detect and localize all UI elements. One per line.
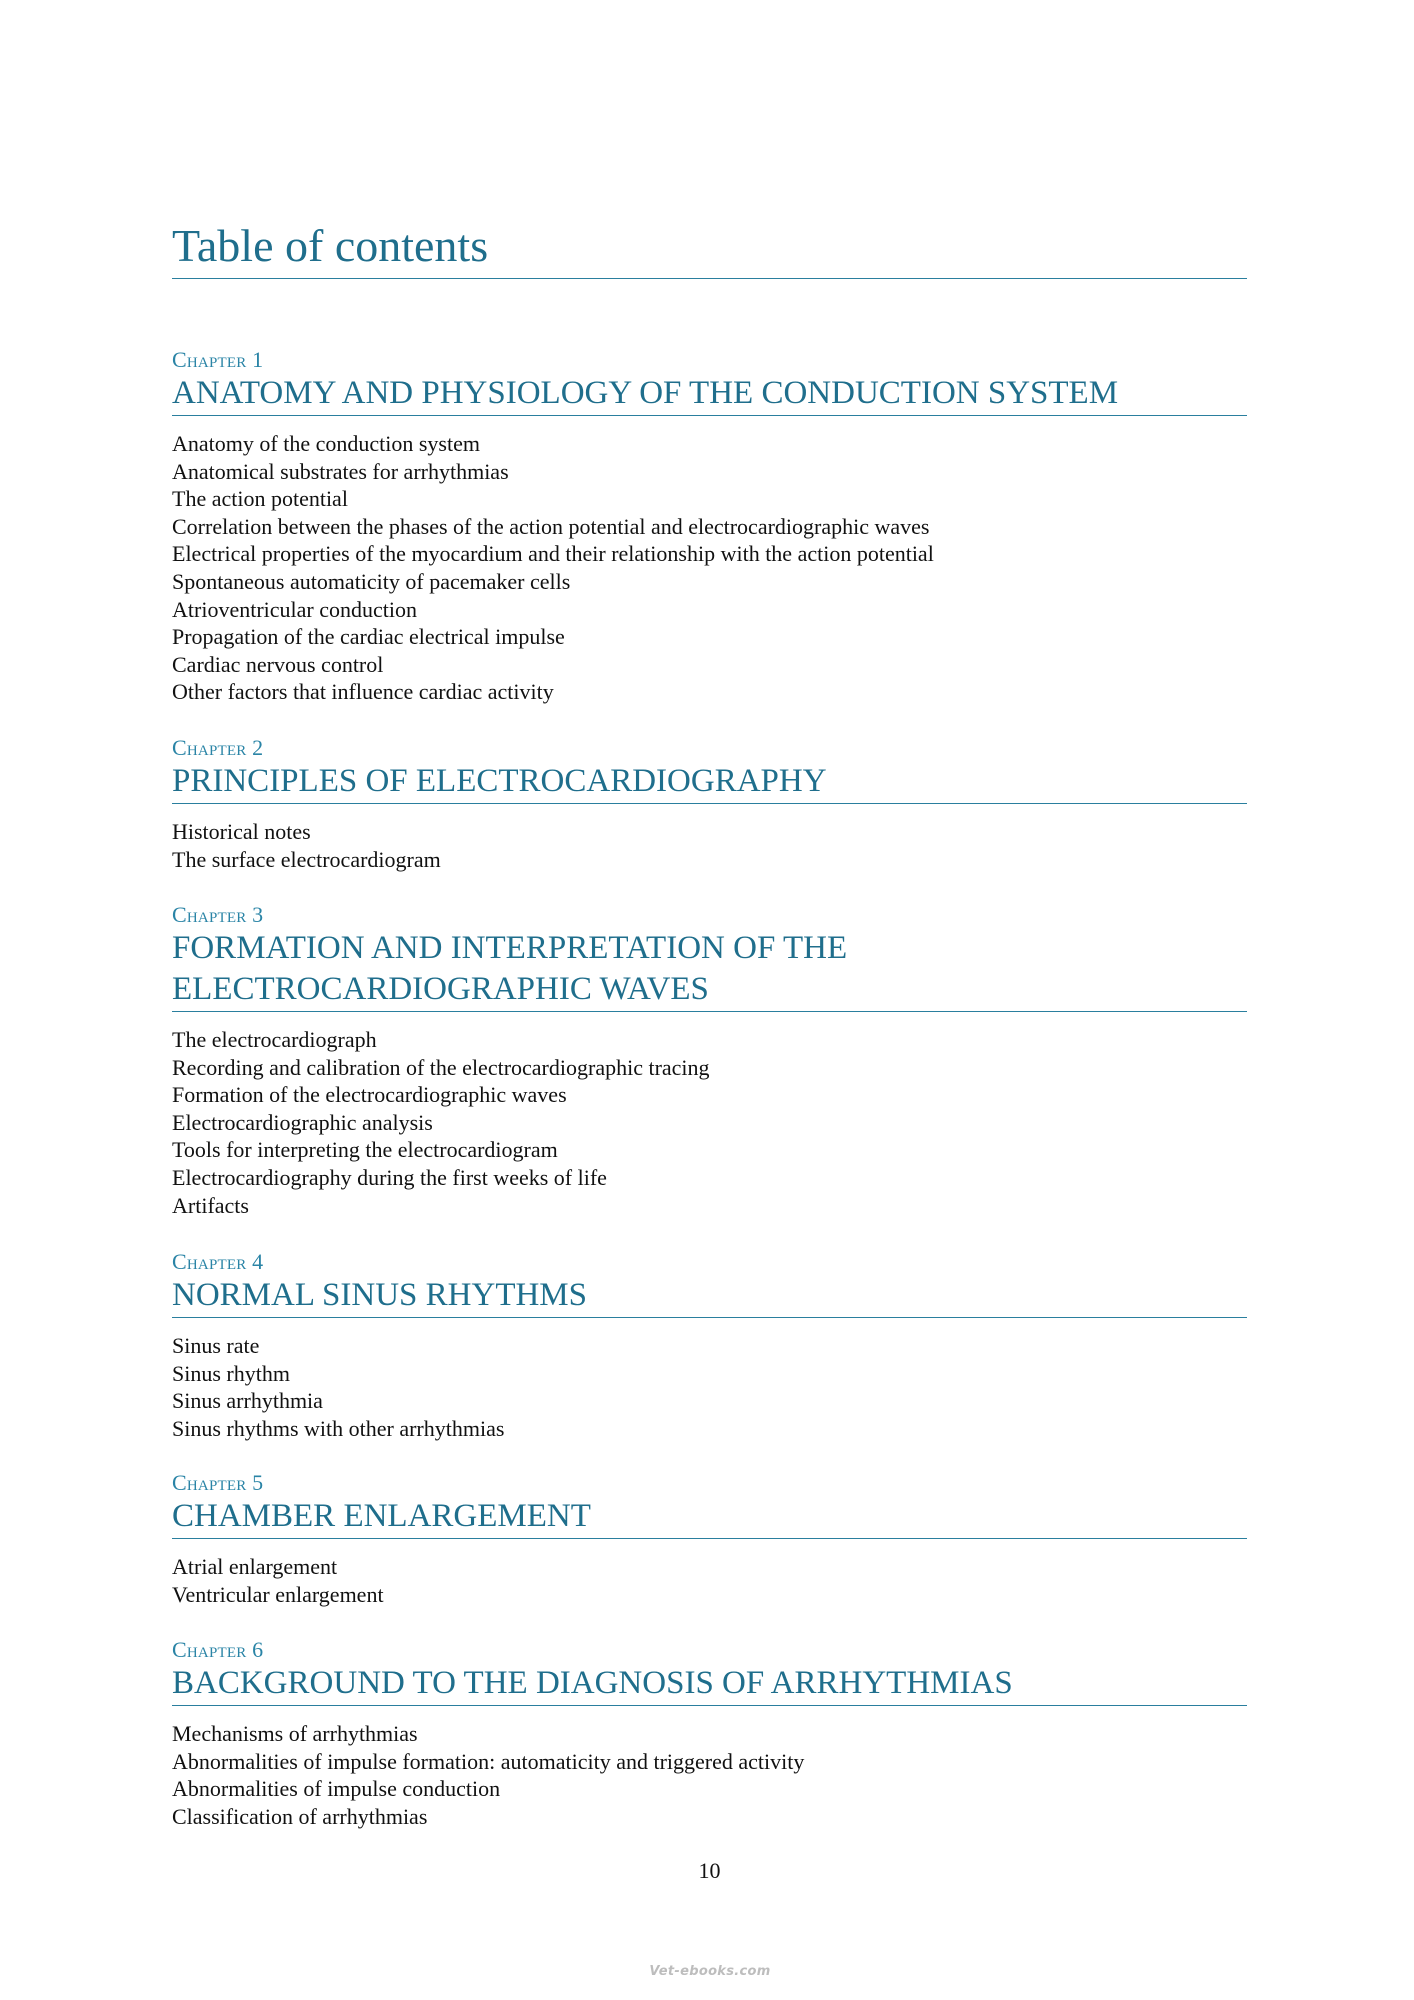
chapter-label: Chapter 2 [172, 735, 264, 760]
chapter-label: Chapter 5 [172, 1470, 264, 1495]
watermark-logo: Vet-ebooks.com [649, 1964, 771, 1979]
page-title: Table of contents [172, 218, 1247, 279]
topic-item: Abnormalities of impulse conduction [172, 1776, 501, 1802]
topic-list [172, 818, 1247, 873]
topic-item: Tools for interpreting the electrocardiogram [172, 1137, 558, 1163]
topic-item: Sinus arrhythmia [172, 1388, 323, 1414]
chapter-6-section [172, 1637, 1247, 1830]
topic-item: Sinus rhythm [172, 1360, 290, 1386]
chapter-label: Chapter 1 [172, 347, 264, 372]
chapter-label: Chapter 4 [172, 1249, 264, 1274]
topic-item: Other factors that influence cardiac activity [172, 679, 554, 705]
topic-item: The electrocardiograph [172, 1027, 377, 1052]
topic-list [172, 1553, 1247, 1608]
chapter-heading: NORMAL SINUS RHYTHMS [172, 1275, 1247, 1318]
topic-item: Sinus rate [172, 1333, 260, 1358]
chapter-heading-line: FORMATION AND INTERPRETATION OF THE [172, 930, 848, 966]
chapter-heading-line: ELECTROCARDIOGRAPHIC WAVES [172, 971, 709, 1007]
topic-item: Electrocardiography during the first weeks of life [172, 1164, 607, 1190]
topic-item: Historical notes [172, 819, 311, 844]
topic-list [172, 1026, 1247, 1219]
page-number: 10 [698, 1858, 721, 1883]
topic-item: Mechanisms of arrhythmias [172, 1721, 418, 1746]
topic-item: Atrioventricular conduction [172, 596, 417, 622]
topic-item: Spontaneous automaticity of pacemaker cells [172, 568, 571, 594]
chapter-1-section [172, 347, 1247, 706]
chapter-heading [172, 928, 1247, 1012]
chapter-4-section [172, 1249, 1247, 1442]
chapter-heading: PRINCIPLES OF ELECTROCARDIOGRAPHY [172, 761, 1247, 804]
topic-item: Atrial enlargement [172, 1554, 338, 1579]
topic-item: The surface electrocardiogram [172, 846, 441, 872]
topic-item: Sinus rhythms with other arrhythmias [172, 1415, 505, 1441]
chapter-2-section [172, 735, 1247, 873]
topic-item: Ventricular enlargement [172, 1581, 384, 1607]
chapter-3-section [172, 902, 1247, 1219]
topic-item: Artifacts [172, 1192, 249, 1218]
topic-item: Classification of arrhythmias [172, 1803, 428, 1829]
topic-item: Formation of the electrocardiographic waves [172, 1082, 567, 1108]
topic-item: Electrocardiographic analysis [172, 1109, 433, 1135]
chapter-label: Chapter 3 [172, 902, 264, 927]
topic-item: Electrical properties of the myocardium and their relationship with the action potential [172, 541, 934, 567]
topic-list [172, 1332, 1247, 1442]
chapter-heading: CHAMBER ENLARGEMENT [172, 1496, 1247, 1539]
topic-list [172, 430, 1247, 706]
topic-item: Cardiac nervous control [172, 651, 384, 677]
topic-item: Abnormalities of impulse formation: automaticity and triggered activity [172, 1748, 805, 1774]
topic-item: Anatomy of the conduction system [172, 431, 480, 456]
topic-item: Recording and calibration of the electrocardiographic tracing [172, 1054, 710, 1080]
topic-item: Correlation between the phases of the action potential and electrocardiographic waves [172, 513, 930, 539]
topic-item: The action potential [172, 486, 348, 512]
chapter-label: Chapter 6 [172, 1637, 264, 1662]
chapter-5-section [172, 1470, 1247, 1608]
chapter-heading: ANATOMY AND PHYSIOLOGY OF THE CONDUCTION SYSTEM [172, 373, 1247, 416]
topic-item: Anatomical substrates for arrhythmias [172, 458, 509, 484]
topic-item: Propagation of the cardiac electrical impulse [172, 624, 565, 650]
topic-list [172, 1720, 1247, 1830]
chapter-heading: BACKGROUND TO THE DIAGNOSIS OF ARRHYTHMIAS [172, 1663, 1247, 1706]
